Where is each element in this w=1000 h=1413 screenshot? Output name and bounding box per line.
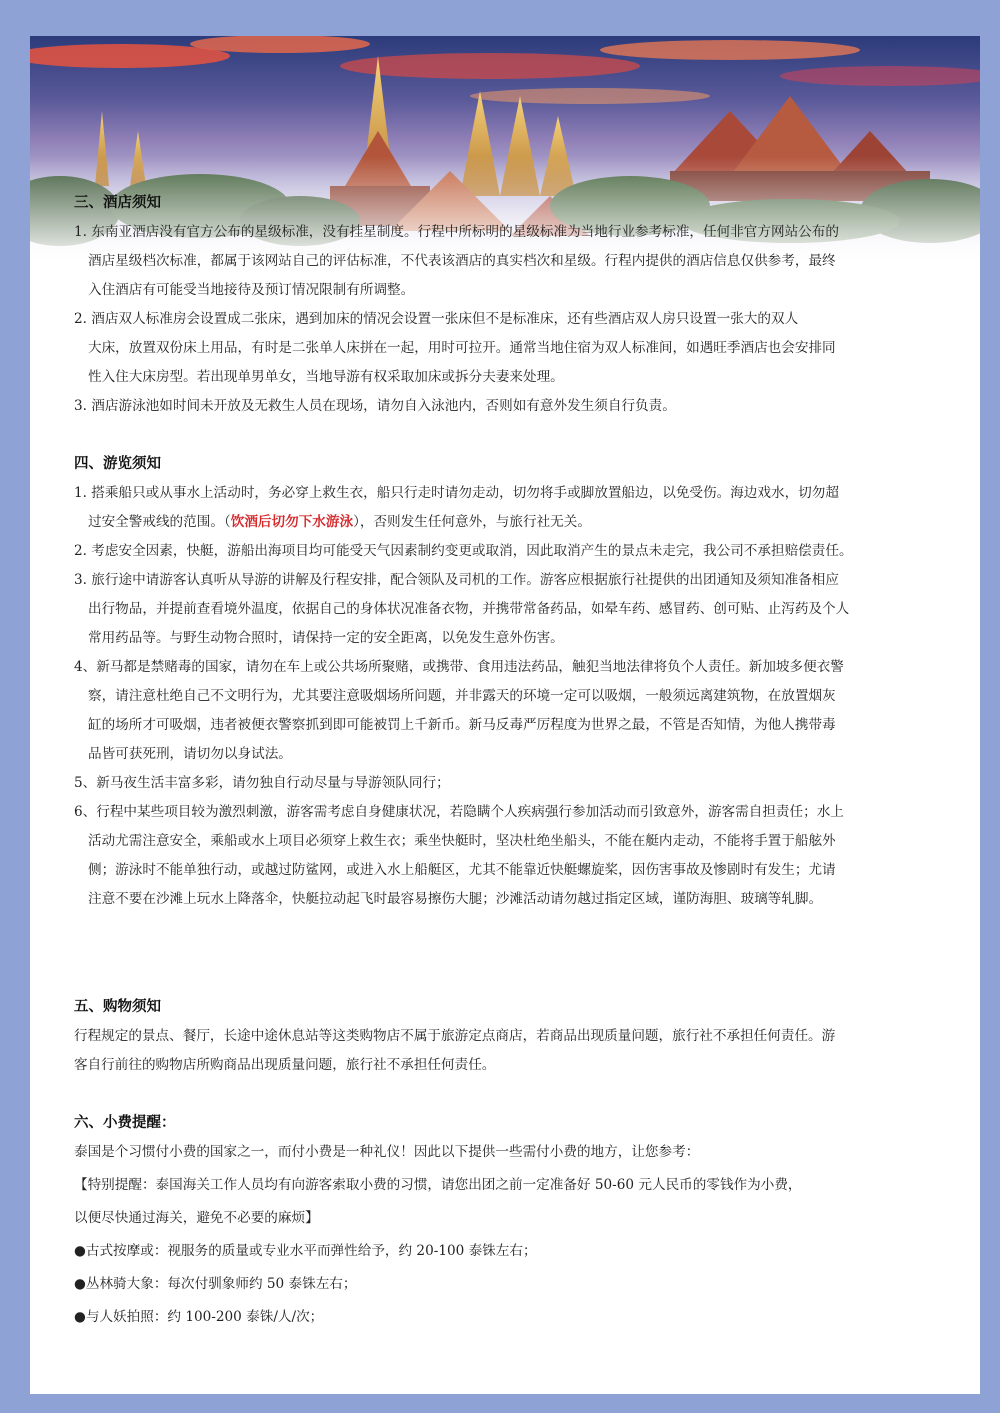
text-line: 酒店星级档次标准，都属于该网站自己的评估标准，不代表该酒店的真实档次和星级。行程内提供的酒店信息仅供参考，最终: [88, 253, 836, 269]
text-line: 【特别提醒：泰国海关工作人员均有向游客索取小费的习惯，请您出团之前一定准备好 50-60 元人民币的零钱作为小费，: [74, 1177, 802, 1193]
text-line: 1. 搭乘船只或从事水上活动时，务必穿上救生衣，船只行走时请勿走动，切勿将手或脚放置船边，以免受伤。海边戏水，切勿超: [74, 485, 839, 501]
text-line: 大床，放置双份床上用品，有时是二张单人床拼在一起，用时可拉开。通常当地住宿为双人标准间，如遇旺季酒店也会安排同: [88, 340, 836, 356]
text-line: 4、新马都是禁赌毒的国家，请勿在车上或公共场所聚赌，或携带、食用违法药品，触犯当地法律将负个人责任。新加坡多便衣警: [74, 659, 844, 675]
text-line: 性入住大床房型。若出现单男单女，当地导游有权采取加床或拆分夫妻来处理。: [88, 369, 564, 385]
text-line: 常用药品等。与野生动物合照时，请保持一定的安全距离，以免发生意外伤害。: [88, 630, 564, 646]
text-line: 客自行前往的购物店所购商品出现质量问题，旅行社不承担任何责任。: [74, 1057, 496, 1073]
text-line: 察，请注意杜绝自己不文明行为，尤其要注意吸烟场所问题，并非露天的环境一定可以吸烟，一般须远离建筑物，在放置烟灰: [88, 688, 836, 704]
list-item: [74, 798, 954, 914]
bullet-item: ●古式按摩或：视服务的质量或专业水平而弹性给予，约 20-100 泰铢左右；: [74, 1243, 537, 1259]
list-item: [74, 769, 954, 798]
text-line: 品皆可获死刑，请切勿以身试法。: [88, 746, 292, 762]
text-line: 2. 酒店双人标准房会设置成二张床，遇到加床的情况会设置一张床但不是标准床，还有些酒店双人房只设置一张大的双人: [74, 311, 799, 327]
text-line: 泰国是个习惯付小费的国家之一，而付小费是一种礼仪！因此以下提供一些需付小费的地方，让您参考：: [74, 1144, 700, 1160]
text-line: 3. 酒店游泳池如时间未开放及无救生人员在现场，请勿自入泳池内，否则如有意外发生须自行负责。: [74, 398, 676, 414]
text-line: 注意不要在沙滩上玩水上降落伞，快艇拉动起飞时最容易擦伤大腿；沙滩活动请勿越过指定区域，谨防海胆、玻璃等轧脚。: [88, 891, 823, 907]
list-item: [74, 653, 954, 769]
document-page: [30, 36, 980, 1394]
section-title-tips: 六、小费提醒：: [74, 1115, 176, 1131]
text-line: 以便尽快通过海关，避免不必要的麻烦】: [74, 1210, 319, 1226]
list-item: [74, 218, 954, 305]
text-line: 1. 东南亚酒店没有官方公布的星级标准，没有挂星制度。行程中所标明的星级标准为当地行业参考标准，任何非官方网站公布的: [74, 224, 839, 240]
text-line: 6、行程中某些项目较为激烈刺激，游客需考虑自身健康状况，若隐瞒个人疾病强行参加活动而引致意外，游客需自担责任；水上: [74, 804, 844, 820]
list-item: [74, 392, 954, 421]
text-line: 2. 考虑安全因素，快艇，游船出海项目均可能受天气因素制约变更或取消，因此取消产生的景点未走完，我公司不承担赔偿责任。: [74, 543, 853, 559]
list-item: [74, 305, 954, 392]
list-item: [74, 537, 954, 566]
paragraph: [74, 1138, 954, 1332]
bullet-item: ●丛林骑大象：每次付驯象师约 50 泰铢左右；: [74, 1276, 357, 1292]
text-line: 行程规定的景点、餐厅，长途中途休息站等这类购物店不属于旅游定点商店，若商品出现质量问题，旅行社不承担任何责任。游: [74, 1028, 836, 1044]
text-line: 5、新马夜生活丰富多彩，请勿独自行动尽量与导游领队同行；: [74, 775, 450, 791]
paragraph: [74, 1022, 954, 1080]
list-item: [74, 479, 954, 537]
text-line: 侧；游泳时不能单独行动，或越过防鲨网，或进入水上船艇区，尤其不能靠近快艇螺旋桨，因伤害事故及惨剧时有发生；尤请: [88, 862, 836, 878]
section-title-sightseeing: 四、游览须知: [74, 456, 161, 472]
text-line: 活动尤需注意安全，乘船或水上项目必须穿上救生衣；乘坐快艇时，坚决杜绝坐船头，不能在艇内走动，不能将手置于船舷外: [88, 833, 836, 849]
text-line: [74, 508, 954, 537]
bullet-item: ●与人妖拍照：约 100-200 泰铢/人/次；: [74, 1309, 324, 1325]
warning-highlight: 饮酒后切勿下水游泳: [230, 514, 354, 530]
text-line: 缸的场所才可吸烟，违者被便衣警察抓到即可能被罚上千新币。新马反毒严厉程度为世界之最，不管是否知情，为他人携带毒: [88, 717, 836, 733]
text-line: 3. 旅行途中请游客认真听从导游的讲解及行程安排，配合领队及司机的工作。游客应根据旅行社提供的出团通知及须知准备相应: [74, 572, 839, 588]
section-title-shopping: 五、购物须知: [74, 999, 161, 1015]
text-line: 出行物品，并提前查看境外温度，依据自己的身体状况准备衣物，并携带常备药品，如晕车药、感冒药、创可贴、止泻药及个人: [88, 601, 850, 617]
text-span: 过安全警戒线的范围。（: [88, 514, 231, 530]
text-line: 入住酒店有可能受当地接待及预订情况限制有所调整。: [88, 282, 415, 298]
section-title-hotel: 三、酒店须知: [74, 195, 161, 211]
document-body: [74, 188, 954, 1332]
list-item: [74, 566, 954, 653]
text-span: ），否则发生任何意外，与旅行社无关。: [353, 514, 591, 530]
